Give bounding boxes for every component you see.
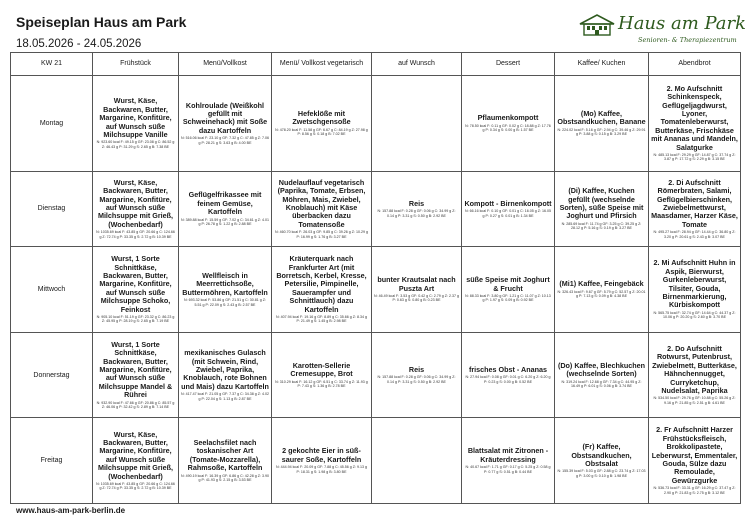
nutrition-info: N: 157.88 kcal F: 0.28 g GF: 0.06 g C: 34.99 g Z: 0.14 g P: 3.31 g S: 0.50 g B: 2.92 BE	[377, 209, 456, 218]
meal-cell-vegetarian	[272, 247, 372, 333]
column-header-week: KW 21	[11, 53, 93, 76]
meal-cell-dessert	[462, 332, 555, 418]
header-row	[11, 53, 741, 76]
column-header-menu: Menü/Vollkost	[179, 53, 272, 76]
nutrition-info: N: 485.13 kcal F: 29.29 g GF: 14.87 g C: 37.74 g Z: 3.87 g P: 17.72 g S: 2.29 g B: 3.15 BE	[653, 153, 736, 162]
meal-cell-breakfast	[93, 418, 179, 504]
meal-cell-dinner	[649, 76, 741, 172]
day-row-1	[11, 171, 741, 247]
meal-cell-coffee-cake	[555, 418, 649, 504]
nutrition-info: N: 157.88 kcal F: 0.28 g GF: 0.06 g C: 34.99 g Z: 0.14 g P: 3.31 g S: 0.50 g B: 2.92 BE	[377, 375, 456, 384]
meal-cell-on-request	[372, 332, 462, 418]
meal-cell-vegetarian	[272, 76, 372, 172]
nutrition-info: N: 224.02 kcal F: 5.16 g GF: 2.94 g C: 39.46 g Z: 29.91 g P: 3.88 g S: 0.15 g B: 3.29 BE	[557, 127, 646, 137]
menu-table	[10, 52, 741, 504]
meal-cell-menu	[179, 171, 272, 247]
dish-name: 2 gekochte Eier in süß-saurer Soße, Kartoffeln	[281, 446, 362, 464]
nutrition-info: N: 27.94 kcal F: 0.08 g GF: 0.01 g C: 6.20 g Z: 6.20 g P: 0.23 g S: 0.00 g B: 0.52 BE	[465, 375, 551, 384]
meal-cell-menu	[179, 76, 272, 172]
dish-name: (Mi1) Kaffee, Feingebäck	[559, 279, 644, 289]
dish-name: (Do) Kaffee, Blechkuchen (wechselnde Sorten)	[557, 360, 646, 379]
nutrition-info: N: 155.39 kcal F: 5.03 g GF: 2.88 g C: 23.74 g Z: 17.03 g P: 3.00 g S: 0.10 g B: 1.98 BE	[557, 469, 646, 478]
dish-name: Kohlroulade (Weißkohl gefüllt mit Schweinehack) mit Soße dazu Kartoffeln	[182, 100, 268, 135]
meal-cell-coffee-cake	[555, 247, 649, 333]
dish-name: Nudelauflauf vegetarisch (Paprika, Tomate, Erbsen, Möhren, Mais, Zwiebel, Knoblauch) mit Käse überbacken dazu Tomatensoße	[277, 177, 366, 229]
logo	[578, 8, 747, 50]
nutrition-info: N: 78.50 kcal F: 0.11 g GF: 0.02 g C: 18.88 g Z: 17.76 g P: 0.34 g S: 0.00 g B: 1.57 BE	[465, 123, 551, 133]
dish-name: (Fr) Kaffee, Obstsandkuchen, Obstsalat	[571, 442, 632, 468]
meal-cell-coffee-cake	[555, 332, 649, 418]
nutrition-info: N: 495.27 kcal F: 28.94 g GF: 14.44 g C: 36.80 g Z: 3.20 g P: 20.61 g S: 2.43 g B: 3.07 BE	[653, 230, 736, 239]
meal-cell-dessert	[462, 76, 555, 172]
dish-name: Wurst, 1 Sorte Schnittkäse, Backwaren, Butter, Margarine, Konfitüre, auf Wunsch süße Milchsuppe Schoko, Feinkost	[99, 254, 172, 314]
column-header-coffee-cake: Kaffee/ Kuchen	[555, 53, 649, 76]
meal-cell-menu	[179, 418, 272, 504]
meal-cell-on-request	[372, 418, 462, 504]
day-label: Mittwoch	[11, 247, 93, 333]
column-header-dessert: Dessert	[462, 53, 555, 76]
dish-name: Seelachsfilet nach toskanischer Art (Tomate-Mozzarella), Rahmsoße, Kartoffeln	[187, 437, 263, 473]
dish-name: Wurst, Käse, Backwaren, Butter, Margarine, Konfitüre, auf Wunsch süße Milchsuppe mit Grieß, (Wochenbedarf)	[97, 177, 174, 229]
meal-cell-dessert	[462, 247, 555, 333]
dish-name: Wurst, Käse, Backwaren, Butter, Margarine, Konfitüre, auf Wunsch süße Milchsuppe Vanille	[99, 96, 172, 140]
nutrition-info: N: 285.69 kcal F: 11.74 g GF: 3.25 g C: 39.25 g Z: 28.12 g P: 5.16 g S: 0.19 g B: 3.27 BE	[561, 221, 642, 231]
dish-name: 2. Mo Aufschnitt Schinkenspeck, Geflügeljagdwurst, Lyoner, Tomatenleberwurst, Butterkäse, Frischkäse mit Ananas und Mandeln, Salatgurke	[651, 83, 738, 152]
dish-name: Kompott - Birnenkompott	[464, 198, 552, 208]
meal-cell-coffee-cake	[555, 76, 649, 172]
meal-cell-on-request	[372, 247, 462, 333]
nutrition-info: N: 1035.69 kcal F: 43.85 g GF: 20.66 g C: 124.66 g Z: 72.74 g P: 33.35 g S: 2.72 g B: 10.39 BE	[96, 230, 175, 239]
dish-name: mexikanisches Gulasch (mit Schwein, Rind, Zwiebel, Paprika, Knoblauch, rote Bohnen und Mais) dazu Kartoffeln	[181, 348, 269, 391]
dish-name: Geflügelfrikassee mit feinem Gemüse, Kartoffeln	[188, 190, 262, 217]
meal-cell-breakfast	[93, 171, 179, 247]
nutrition-info: N: 490.19 kcal F: 16.39 g GF: 6.86 g C: 42.28 g Z: 3.90 g P: 41.93 g S: 2.15 g B: 3.53 BE	[181, 473, 269, 482]
day-row-3	[11, 332, 741, 418]
dish-name: Reis	[408, 198, 425, 208]
column-header-breakfast: Frühstück	[93, 53, 179, 76]
dish-name: Wellfleisch in Meerrettichsoße, Buttermöhren, Kartoffeln	[182, 270, 268, 297]
dish-name: bunter Krautsalat nach Puszta Art	[377, 275, 456, 293]
column-header-dinner: Abendbrot	[649, 53, 741, 76]
meal-cell-vegetarian	[272, 418, 372, 504]
meal-cell-dinner	[649, 332, 741, 418]
dish-name: Kräuterquark nach Frankfurter Art (mit Borretsch, Kerbel, Kresse, Petersilie, Pimpinelle, Sauerampfer und Schnittlauch) dazu Kartoffeln	[276, 254, 367, 314]
nutrition-info: N: 1035.69 kcal F: 43.85 g GF: 20.66 g C: 124.66 g Z: 72.74 g P: 33.35 g S: 2.72 g B: 10.39 BE	[96, 482, 175, 491]
meal-cell-dessert	[462, 418, 555, 504]
meal-cell-dinner	[649, 418, 741, 504]
day-row-4	[11, 418, 741, 504]
nutrition-info: N: 932.90 kcal F: 47.66 g GF: 20.86 g C: 85.57 g Z: 46.06 g P: 32.42 g S: 2.89 g B: 7.14 BE	[96, 400, 175, 409]
dish-name: 2. Fr Aufschnitt Harzer Frühstücksfleisch, Brokkolipastete, Leberwurst, Emmentaler, Gouda, Sülze dazu Remoulade, Gewürzgurke	[651, 425, 738, 485]
dish-name: (Di) Kaffee, Kuchen gefüllt (wechselnde Sorten), süße Speise mit Joghurt und Pfirsich	[559, 186, 644, 221]
meal-cell-breakfast	[93, 76, 179, 172]
dish-name: Wurst, 1 Sorte Schnittkäse, Backwaren, Butter, Margarine, Konfitüre, auf Wunsch süße Milchsuppe Mandel & Rührei	[98, 339, 173, 400]
dish-name: Blattsalat mit Zitronen - Kräuterdressing	[467, 446, 549, 464]
nutrition-info: N: 326.43 kcal F: 9.67 g GF: 5.79 g C: 52.57 g Z: 20.01 g P: 7.13 g S: 0.09 g B: 4.38 BE	[557, 289, 646, 299]
dish-name: Pflaumenkompott	[477, 113, 539, 123]
meal-cell-dinner	[649, 171, 741, 247]
dish-name: Reis	[408, 364, 425, 374]
dish-name: Hefeklöße mit Zwetschgensoße	[292, 109, 351, 127]
day-label: Montag	[11, 76, 93, 172]
footer-website: www.haus-am-park-berlin.de	[16, 506, 126, 515]
day-label: Freitag	[11, 418, 93, 504]
house-icon	[578, 14, 616, 36]
meal-cell-on-request	[372, 76, 462, 172]
nutrition-info: N: 444.94 kcal F: 20.09 g GF: 7.88 g C: 45.56 g Z: 9.13 g P: 18.31 g S: 1.98 g B: 3.80 BE	[276, 465, 367, 474]
nutrition-info: N: 536.73 kcal F: 33.31 g GF: 16.29 g C: 37.47 g Z: 2.90 g P: 21.83 g S: 2.75 g B: 3.12 BE	[653, 486, 736, 495]
dish-name: frisches Obst - Ananas	[468, 364, 548, 374]
meal-cell-coffee-cake	[555, 171, 649, 247]
nutrition-info: N: 516.06 kcal F: 23.10 g GF: 7.32 g C: 47.85 g Z: 7.06 g P: 28.21 g S: 3.63 g B: 4.00 BE	[181, 136, 269, 145]
nutrition-info: N: 460.70 kcal F: 26.03 g GF: 9.85 g C: 39.26 g Z: 10.29 g P: 16.99 g S: 1.76 g B: 3.27 BE	[275, 230, 368, 239]
dish-name: Wurst, Käse, Backwaren, Butter, Margarine, Konfitüre, auf Wunsch süße Milchsuppe mit Grieß, (Wochenbedarf)	[97, 429, 174, 481]
date-range: 18.05.2026 - 24.05.2026	[16, 38, 142, 50]
day-row-0	[11, 76, 741, 172]
column-header-on-request: auf Wunsch	[372, 53, 462, 76]
nutrition-info: N: 88.33 kcal F: 3.80 g GF: 1.21 g C: 11.07 g Z: 10.13 g P: 1.97 g S: 0.09 g B: 0.92 BE	[465, 293, 551, 303]
nutrition-info: N: 565.75 kcal F: 32.74 g GF: 14.64 g C: 44.37 g Z: 10.06 g P: 20.20 g S: 2.60 g B: 3.70 BE	[653, 310, 736, 320]
nutrition-info: N: 66.16 kcal F: 0.10 g GF: 0.01 g C: 16.05 g Z: 16.05 g P: 0.27 g S: 0.01 g B: 1.34 BE	[465, 209, 551, 218]
nutrition-info: N: 478.20 kcal F: 11.58 g GF: 6.67 g C: 84.19 g Z: 27.98 g P: 8.56 g S: 0.18 g B: 7.02 BE	[275, 127, 368, 137]
meal-cell-breakfast	[93, 332, 179, 418]
nutrition-info: N: 693.32 kcal F: 53.86 g GF: 21.51 g C: 30.81 g Z: 5.51 g P: 22.09 g S: 2.43 g B: 2.57 BE	[184, 298, 266, 307]
meal-cell-vegetarian	[272, 332, 372, 418]
nutrition-info: N: 923.60 kcal F: 49.15 g GF: 23.08 g C: 86.52 g Z: 46.43 g P: 31.29 g S: 2.65 g B: 7.38 BE	[96, 140, 175, 149]
meal-cell-vegetarian	[272, 171, 372, 247]
meal-cell-menu	[179, 247, 272, 333]
dish-name: 2. Di Aufschnitt Römerbraten, Salami, Geflügelbierschinken, Zwiebelmettwurst, Maasdamer, Harzer Käse, Tomate	[651, 177, 738, 229]
nutrition-info: N: 389.88 kcal F: 15.59 g GF: 7.02 g C: 34.61 g Z: 4.01 g P: 26.78 g S: 1.22 g B: 2.88 BE	[181, 217, 269, 227]
dish-name: 2. Do Aufschnitt Rotwurst, Putenbrust, Zwiebelmett, Butterkäse, Hähnchennugget, Curryketchup, Nudelsalat, Paprika	[652, 343, 737, 395]
meal-cell-menu	[179, 332, 272, 418]
page-title: Speiseplan Haus am Park	[16, 14, 187, 30]
meal-cell-breakfast	[93, 247, 179, 333]
nutrition-info: N: 46.49 kcal F: 3.53 g GF: 0.42 g C: 2.79 g Z: 2.37 g P: 0.63 g S: 0.80 g B: 0.23 BE	[374, 293, 459, 303]
day-row-2	[11, 247, 741, 333]
meal-cell-dinner	[649, 247, 741, 333]
dish-name: 2. Mi Aufschnitt Huhn in Aspik, Bierwurst, Gurkenleberwurst, Tilsiter, Gouda, Birnenmarkierung, Kürbiskompott	[653, 258, 736, 310]
dish-name: (Mo) Kaffee, Obstsandkuchen, Banane	[557, 109, 646, 127]
day-label: Dienstag	[11, 171, 93, 247]
nutrition-info: N: 407.94 kcal F: 19.16 g GF: 8.89 g C: 35.66 g Z: 8.34 g P: 21.49 g S: 1.45 g B: 2.98 BE	[276, 315, 367, 324]
nutrition-info: N: 319.24 kcal F: 12.68 g GF: 7.34 g C: 44.95 g Z: 16.49 g P: 6.01 g S: 0.06 g B: 3.74 BE	[561, 379, 642, 388]
meal-cell-dessert	[462, 171, 555, 247]
nutrition-info: N: 40.67 kcal F: 1.71 g GF: 0.17 g C: 5.25 g Z: 0.58 g P: 0.77 g S: 0.51 g B: 0.44 BE	[465, 465, 551, 474]
dish-name: Karotten-Sellerie Cremesuppe, Brot	[290, 360, 353, 379]
column-header-vegetarian: Menü/ Vollkost vegetarisch	[272, 53, 372, 76]
nutrition-info: N: 417.47 kcal F: 21.05 g GF: 7.37 g C: 34.38 g Z: 4.02 g P: 22.04 g S: 1.13 g B: 2.87 BE	[181, 392, 269, 401]
meal-cell-on-request	[372, 171, 462, 247]
nutrition-info: N: 534.50 kcal F: 29.76 g GF: 10.88 g C: 55.26 g Z: 9.16 g P: 21.85 g S: 2.51 g B: 4.61 BE	[653, 396, 736, 405]
nutrition-info: N: 310.29 kcal F: 16.12 g GF: 6.51 g C: 33.74 g Z: 11.93 g P: 7.43 g S: 1.36 g B: 2.78 BE	[275, 379, 368, 388]
logo-text: Haus am Park	[618, 13, 747, 34]
dish-name: süße Speise mit Joghurt & Frucht	[466, 275, 550, 293]
logo-subtitle: Senioren- & Therapiezentrum	[638, 36, 737, 44]
day-label: Donnerstag	[11, 332, 93, 418]
nutrition-info: N: 905.10 kcal F: 51.19 g GF: 23.32 g C: 86.23 g Z: 45.95 g P: 28.19 g S: 2.65 g B: 7.19 BE	[96, 315, 175, 324]
